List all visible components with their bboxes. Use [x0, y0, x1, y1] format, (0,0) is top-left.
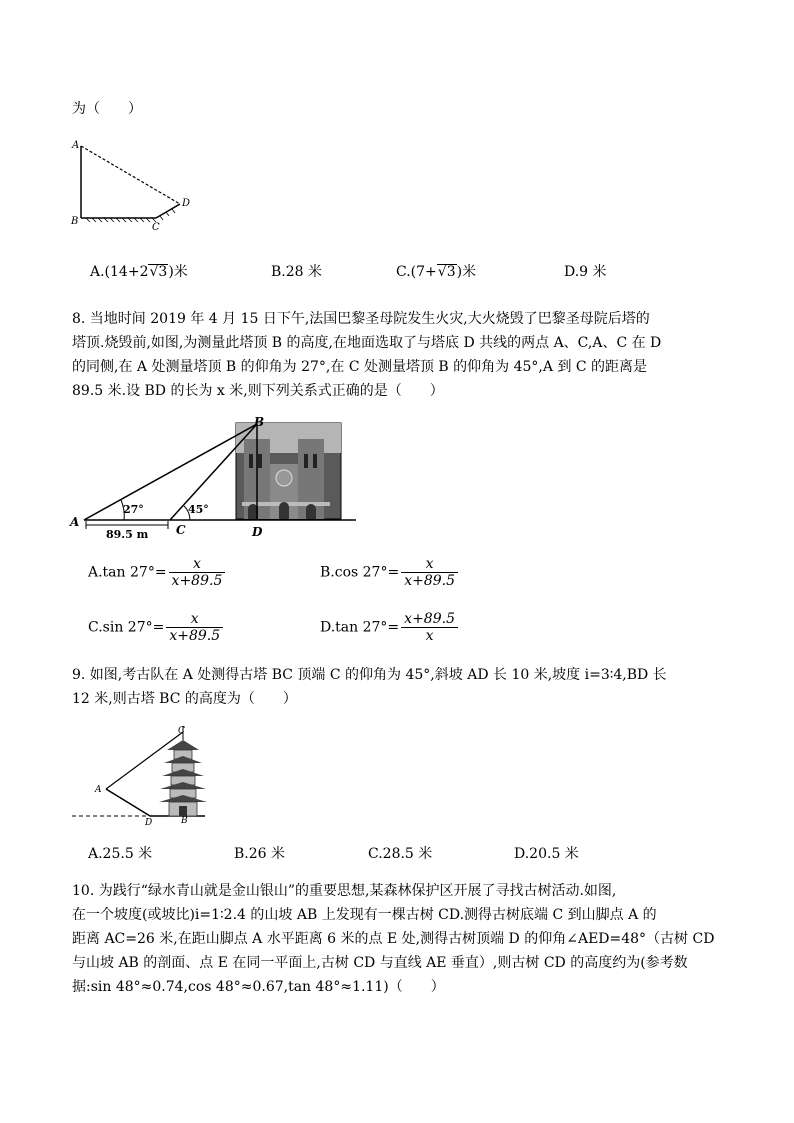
q9-label-b: B [181, 816, 188, 826]
q7-option-d: D.9 米 [564, 264, 607, 280]
q7-option-a: A.(14+2√3)米 [90, 264, 188, 280]
q9-label-a: A [95, 785, 102, 795]
q8-angle-45: 45° [188, 503, 209, 516]
q9-option-a: A.25.5 米 [88, 846, 153, 862]
q9-label-c: C [178, 726, 185, 736]
q7-label-a: A [72, 140, 80, 151]
q8-label-d: D [252, 525, 263, 539]
q10-line-3: 距离 AC=26 米,在距山脚点 A 水平距离 6 米的点 E 处,测得古树顶端 D 的仰角∠AED=48°（古树 CD [72, 931, 715, 947]
q8-option-c: C.sin 27°= $\frac{x}{x+89.5}$ [88, 611, 223, 644]
q8-option-b: B.cos 27°= $\frac{x}{x+89.5}$ [320, 556, 458, 589]
q8-label-b: B [254, 415, 265, 429]
q10-line-5: 据:sin 48°≈0.74,cos 48°≈0.67,tan 48°≈1.11)（ ） [72, 979, 445, 995]
q9-label-d: D [145, 818, 153, 828]
fraction: $\frac{x}{x+89.5}$ [166, 611, 223, 644]
q7-label-d: D [182, 198, 191, 209]
q8-line-3: 的同侧,在 A 处测量塔顶 B 的仰角为 27°,在 C 处测量塔顶 B 的仰角为 45°,A 到 C 的距离是 [72, 359, 648, 375]
q10-line-1: 10. 为践行“绿水青山就是金山银山”的重要思想,某森林保护区开展了寻找古树活动.如图, [72, 883, 617, 899]
q8-label-a: A [70, 515, 80, 529]
q8-line-1: 8. 当地时间 2019 年 4 月 15 日下午,法国巴黎圣母院发生火灾,大火烧毁了巴黎圣母院后塔的 [72, 311, 650, 327]
q8-distance: 89.5 m [106, 528, 149, 541]
q9-line-2: 12 米,则古塔 BC 的高度为（ ） [72, 691, 297, 707]
q8-line-4: 89.5 米.设 BD 的长为 x 米,则下列关系式正确的是（ ） [72, 383, 444, 399]
fraction: $\frac{x}{x+89.5}$ [401, 556, 458, 589]
q9-option-b: B.26 米 [234, 846, 286, 862]
q7-tail: 为（ ） [72, 101, 142, 117]
sqrt-symbol: √3 [149, 264, 168, 280]
q7-label-c: C [152, 222, 160, 233]
fraction: $\frac{x}{x+89.5}$ [169, 556, 226, 589]
q8-figure [66, 414, 356, 544]
sqrt-symbol: √3 [437, 264, 456, 280]
q8-angle-27: 27° [123, 503, 144, 516]
q9-line-1: 9. 如图,考古队在 A 处测得古塔 BC 顶端 C 的仰角为 45°,斜坡 AD 长 10 米,坡度 i=3∶4,BD 长 [72, 667, 667, 683]
q8-line-2: 塔顶.烧毁前,如图,为测量此塔顶 B 的高度,在地面选取了与塔底 D 共线的两点 A、C,A、C 在 D [72, 335, 662, 351]
q9-option-d: D.20.5 米 [514, 846, 579, 862]
q7-figure [68, 138, 198, 234]
q7-option-c: C.(7+√3)米 [396, 264, 477, 280]
q9-option-c: C.28.5 米 [368, 846, 433, 862]
q8-label-c: C [176, 523, 186, 537]
pagoda-icon [159, 726, 207, 816]
q7-label-b: B [71, 216, 79, 227]
q7-option-b: B.28 米 [271, 264, 323, 280]
q8-option-d: D.tan 27°= $\frac{x+89.5}{x}$ [320, 611, 458, 644]
q8-option-a: A.tan 27°= $\frac{x}{x+89.5}$ [88, 556, 225, 589]
q10-line-4: 与山坡 AB 的剖面、点 E 在同一平面上,古树 CD 与直线 AE 垂直）,则古树 CD 的高度约为(参考数 [72, 955, 688, 971]
fraction: $\frac{x+89.5}{x}$ [401, 611, 458, 644]
q10-line-2: 在一个坡度(或坡比)i=1∶2.4 的山坡 AB 上发现有一棵古树 CD.测得古树底端 C 到山脚点 A 的 [72, 907, 657, 923]
q9-figure [70, 722, 230, 828]
